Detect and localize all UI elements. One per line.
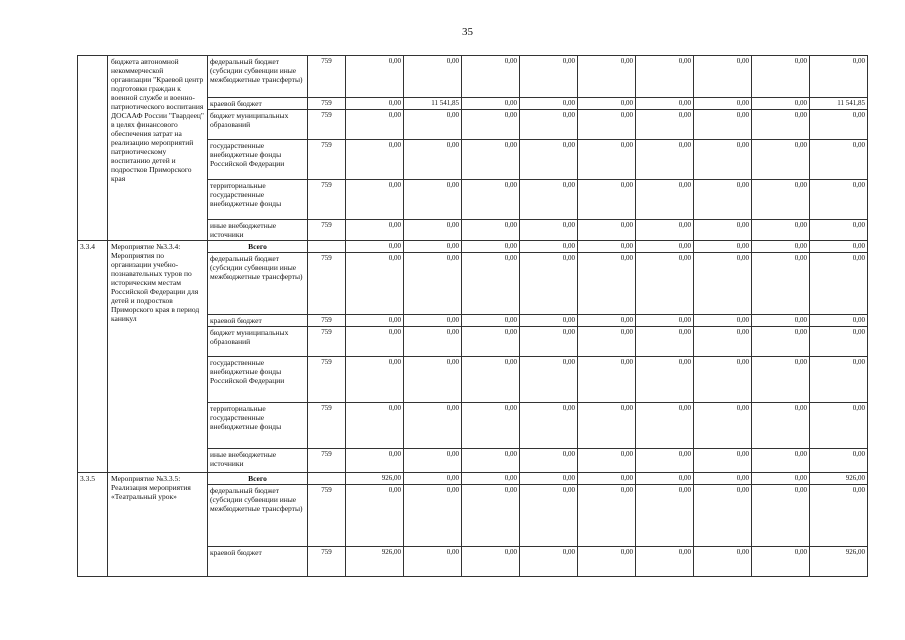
- amount-cell: 0,00: [520, 180, 578, 220]
- amount-cell: 0,00: [636, 547, 694, 577]
- amount-cell: 0,00: [520, 241, 578, 253]
- budget-code: 759: [308, 403, 346, 449]
- amount-cell: 0,00: [346, 403, 404, 449]
- amount-cell: 0,00: [346, 315, 404, 327]
- amount-cell: 0,00: [404, 220, 462, 241]
- amount-cell: 0,00: [462, 315, 520, 327]
- budget-code: 759: [308, 547, 346, 577]
- amount-cell: 0,00: [462, 98, 520, 110]
- amount-cell: 0,00: [694, 110, 752, 140]
- budget-code: 759: [308, 98, 346, 110]
- amount-cell: 0,00: [520, 56, 578, 98]
- amount-cell: 0,00: [578, 253, 636, 315]
- budget-code: 759: [308, 253, 346, 315]
- amount-cell: 0,00: [752, 56, 810, 98]
- amount-cell: 11 541,85: [404, 98, 462, 110]
- amount-cell: 0,00: [578, 547, 636, 577]
- amount-cell: 0,00: [346, 449, 404, 473]
- amount-cell: 0,00: [694, 56, 752, 98]
- amount-cell: 0,00: [462, 449, 520, 473]
- amount-cell: 0,00: [404, 547, 462, 577]
- amount-cell: 0,00: [462, 110, 520, 140]
- amount-cell: 0,00: [810, 403, 868, 449]
- amount-cell: 0,00: [520, 403, 578, 449]
- amount-cell: 0,00: [636, 140, 694, 180]
- amount-cell: 0,00: [346, 220, 404, 241]
- amount-cell: 0,00: [694, 140, 752, 180]
- amount-cell: 0,00: [810, 315, 868, 327]
- amount-cell: 0,00: [404, 357, 462, 403]
- amount-cell: 0,00: [520, 473, 578, 485]
- budget-code: 759: [308, 140, 346, 180]
- amount-cell: 0,00: [752, 485, 810, 547]
- funding-source: государственные внебюджетные фонды Российской Федерации: [208, 357, 308, 403]
- amount-cell: 0,00: [636, 327, 694, 357]
- funding-source: иные внебюджетные источники: [208, 449, 308, 473]
- amount-cell: 0,00: [520, 140, 578, 180]
- amount-cell: 0,00: [578, 315, 636, 327]
- amount-cell: 0,00: [636, 110, 694, 140]
- amount-cell: 0,00: [636, 357, 694, 403]
- amount-cell: 0,00: [694, 473, 752, 485]
- funding-source: краевой бюджет: [208, 315, 308, 327]
- item-name: бюджета автономной некоммерческой организации "Краевой центр подготовки граждан к военной службе и военно-патриотического воспитания ДОСААФ России "Гвардеец" в целях финансового обеспечения затрат на реализацию мероприятий патриотическому воспитанию детей и подростков Приморского края: [108, 56, 208, 241]
- amount-cell: 0,00: [636, 485, 694, 547]
- amount-cell: 926,00: [810, 547, 868, 577]
- page-number: 35: [462, 26, 473, 38]
- amount-cell: 0,00: [578, 485, 636, 547]
- amount-cell: 0,00: [636, 241, 694, 253]
- amount-cell: 0,00: [520, 449, 578, 473]
- amount-cell: 0,00: [520, 547, 578, 577]
- amount-cell: 0,00: [694, 403, 752, 449]
- funding-source: территориальные государственные внебюджетные фонды: [208, 180, 308, 220]
- amount-cell: 0,00: [462, 547, 520, 577]
- budget-code: [308, 241, 346, 253]
- funding-source: бюджет муниципальных образований: [208, 110, 308, 140]
- amount-cell: 0,00: [404, 473, 462, 485]
- budget-code: 759: [308, 110, 346, 140]
- amount-cell: 0,00: [636, 473, 694, 485]
- amount-cell: 0,00: [462, 403, 520, 449]
- amount-cell: 0,00: [404, 485, 462, 547]
- amount-cell: 0,00: [520, 98, 578, 110]
- amount-cell: 0,00: [810, 485, 868, 547]
- amount-cell: 0,00: [346, 140, 404, 180]
- amount-cell: 0,00: [404, 180, 462, 220]
- amount-cell: 0,00: [346, 241, 404, 253]
- amount-cell: 0,00: [404, 140, 462, 180]
- amount-cell: 0,00: [404, 449, 462, 473]
- amount-cell: 0,00: [636, 180, 694, 220]
- funding-source: федеральный бюджет (субсидии субвенции иные межбюджетные трансферты): [208, 253, 308, 315]
- amount-cell: 0,00: [462, 327, 520, 357]
- amount-cell: 0,00: [462, 485, 520, 547]
- item-number: [78, 56, 108, 241]
- amount-cell: 0,00: [810, 220, 868, 241]
- amount-cell: 0,00: [636, 220, 694, 241]
- amount-cell: 0,00: [752, 315, 810, 327]
- table-row: [78, 56, 868, 98]
- amount-cell: 0,00: [694, 449, 752, 473]
- amount-cell: 0,00: [752, 140, 810, 180]
- amount-cell: 0,00: [810, 253, 868, 315]
- amount-cell: 0,00: [636, 403, 694, 449]
- amount-cell: 926,00: [346, 473, 404, 485]
- amount-cell: 0,00: [578, 140, 636, 180]
- budget-table: [77, 55, 868, 577]
- amount-cell: 0,00: [520, 110, 578, 140]
- amount-cell: 0,00: [578, 220, 636, 241]
- amount-cell: 0,00: [346, 180, 404, 220]
- table-row: [78, 473, 868, 485]
- amount-cell: 0,00: [752, 180, 810, 220]
- amount-cell: 0,00: [346, 485, 404, 547]
- amount-cell: 0,00: [694, 98, 752, 110]
- amount-cell: 0,00: [462, 56, 520, 98]
- funding-source: краевой бюджет: [208, 547, 308, 577]
- amount-cell: 0,00: [636, 253, 694, 315]
- amount-cell: 0,00: [694, 485, 752, 547]
- budget-code: 759: [308, 220, 346, 241]
- amount-cell: 0,00: [694, 547, 752, 577]
- amount-cell: 0,00: [752, 253, 810, 315]
- amount-cell: 0,00: [752, 449, 810, 473]
- amount-cell: 0,00: [404, 315, 462, 327]
- amount-cell: 0,00: [578, 180, 636, 220]
- amount-cell: 0,00: [810, 357, 868, 403]
- amount-cell: 0,00: [520, 315, 578, 327]
- amount-cell: 0,00: [752, 110, 810, 140]
- budget-code: 759: [308, 56, 346, 98]
- amount-cell: 0,00: [346, 327, 404, 357]
- amount-cell: 0,00: [752, 98, 810, 110]
- amount-cell: 0,00: [810, 449, 868, 473]
- amount-cell: 0,00: [404, 253, 462, 315]
- amount-cell: 0,00: [752, 403, 810, 449]
- amount-cell: 0,00: [462, 180, 520, 220]
- amount-cell: 0,00: [752, 241, 810, 253]
- amount-cell: 0,00: [694, 327, 752, 357]
- amount-cell: 0,00: [520, 220, 578, 241]
- funding-source: бюджет муниципальных образований: [208, 327, 308, 357]
- amount-cell: 0,00: [346, 357, 404, 403]
- amount-cell: 0,00: [694, 241, 752, 253]
- amount-cell: 0,00: [462, 241, 520, 253]
- amount-cell: 0,00: [462, 253, 520, 315]
- budget-code: 759: [308, 315, 346, 327]
- table-row: [78, 241, 868, 253]
- amount-cell: 0,00: [810, 180, 868, 220]
- funding-source: государственные внебюджетные фонды Российской Федерации: [208, 140, 308, 180]
- amount-cell: 0,00: [636, 315, 694, 327]
- amount-cell: 0,00: [520, 253, 578, 315]
- amount-cell: 0,00: [462, 473, 520, 485]
- amount-cell: 0,00: [578, 449, 636, 473]
- funding-source: краевой бюджет: [208, 98, 308, 110]
- amount-cell: 0,00: [752, 220, 810, 241]
- amount-cell: 926,00: [810, 473, 868, 485]
- funding-source: Всего: [208, 241, 308, 253]
- funding-source: территориальные государственные внебюджетные фонды: [208, 403, 308, 449]
- budget-code: 759: [308, 180, 346, 220]
- amount-cell: 0,00: [694, 220, 752, 241]
- budget-code: 759: [308, 449, 346, 473]
- amount-cell: 0,00: [520, 485, 578, 547]
- amount-cell: 0,00: [694, 180, 752, 220]
- amount-cell: 0,00: [404, 56, 462, 98]
- amount-cell: 0,00: [752, 327, 810, 357]
- amount-cell: 0,00: [636, 449, 694, 473]
- funding-source: федеральный бюджет (субсидии субвенции иные межбюджетные трансферты): [208, 485, 308, 547]
- amount-cell: 0,00: [346, 253, 404, 315]
- item-name: Мероприятие №3.3.5: Реализация мероприятия «Театральный урок»: [108, 473, 208, 577]
- amount-cell: 0,00: [520, 357, 578, 403]
- amount-cell: 0,00: [404, 327, 462, 357]
- amount-cell: 0,00: [346, 98, 404, 110]
- amount-cell: 0,00: [752, 473, 810, 485]
- amount-cell: 0,00: [752, 547, 810, 577]
- amount-cell: 0,00: [578, 98, 636, 110]
- amount-cell: 0,00: [462, 357, 520, 403]
- funding-source: федеральный бюджет (субсидии субвенции иные межбюджетные трансферты): [208, 56, 308, 98]
- amount-cell: 0,00: [810, 56, 868, 98]
- amount-cell: 0,00: [694, 253, 752, 315]
- amount-cell: 0,00: [404, 241, 462, 253]
- amount-cell: 0,00: [694, 315, 752, 327]
- amount-cell: 0,00: [694, 357, 752, 403]
- amount-cell: 0,00: [636, 98, 694, 110]
- budget-code: 759: [308, 327, 346, 357]
- amount-cell: 0,00: [462, 220, 520, 241]
- amount-cell: 0,00: [346, 56, 404, 98]
- amount-cell: 926,00: [346, 547, 404, 577]
- amount-cell: 0,00: [752, 357, 810, 403]
- amount-cell: 0,00: [810, 110, 868, 140]
- item-number: 3.3.4: [78, 241, 108, 473]
- item-name: Мероприятие №3.3.4: Мероприятия по организации учебно-познавательных туров по историческим местам Российской Федерации для детей и подростков Приморского края в период каникул: [108, 241, 208, 473]
- amount-cell: 0,00: [404, 403, 462, 449]
- amount-cell: 0,00: [578, 327, 636, 357]
- amount-cell: 0,00: [520, 327, 578, 357]
- amount-cell: 0,00: [346, 110, 404, 140]
- amount-cell: 0,00: [578, 357, 636, 403]
- amount-cell: 0,00: [404, 110, 462, 140]
- amount-cell: 0,00: [810, 140, 868, 180]
- amount-cell: 0,00: [810, 327, 868, 357]
- amount-cell: 0,00: [578, 473, 636, 485]
- funding-source: иные внебюджетные источники: [208, 220, 308, 241]
- funding-source: Всего: [208, 473, 308, 485]
- budget-code: 759: [308, 485, 346, 547]
- amount-cell: 0,00: [578, 110, 636, 140]
- budget-code: 759: [308, 357, 346, 403]
- amount-cell: 0,00: [462, 140, 520, 180]
- budget-code: [308, 473, 346, 485]
- amount-cell: 0,00: [636, 56, 694, 98]
- item-number: 3.3.5: [78, 473, 108, 577]
- amount-cell: 11 541,85: [810, 98, 868, 110]
- amount-cell: 0,00: [578, 56, 636, 98]
- amount-cell: 0,00: [578, 241, 636, 253]
- amount-cell: 0,00: [810, 241, 868, 253]
- amount-cell: 0,00: [578, 403, 636, 449]
